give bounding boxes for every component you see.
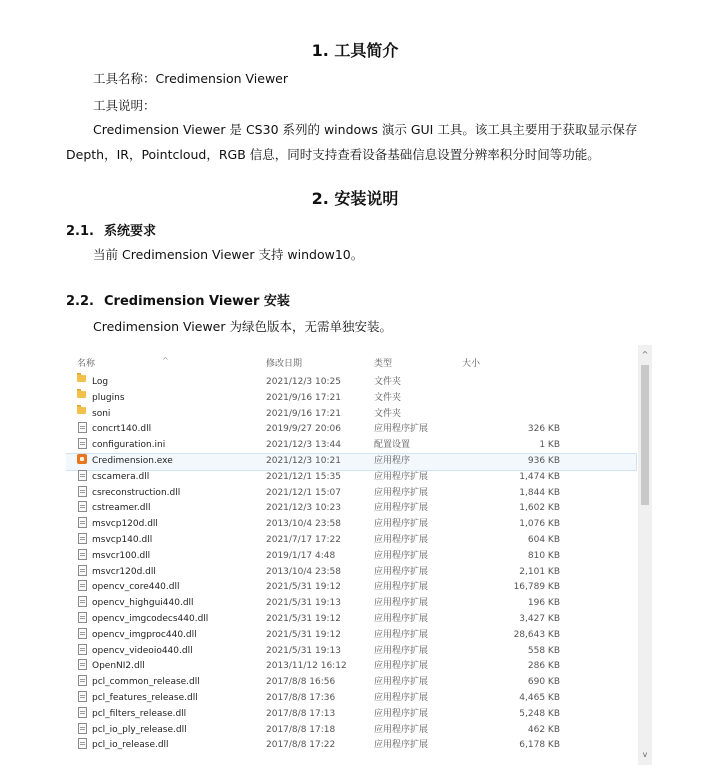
scroll-down-icon[interactable]: v bbox=[642, 750, 648, 759]
file-size: 286 KB bbox=[527, 661, 560, 672]
subsection-number: 2.2. bbox=[66, 294, 94, 309]
dll-file-icon bbox=[78, 738, 87, 749]
subsection-number: 2.1. bbox=[66, 224, 94, 239]
dll-file-icon bbox=[78, 707, 87, 718]
dll-file-icon bbox=[78, 486, 87, 497]
folder-icon bbox=[77, 407, 86, 414]
file-modified-date: 2021/5/31 19:13 bbox=[266, 598, 341, 609]
file-modified-date: 2021/12/3 10:25 bbox=[266, 377, 341, 387]
file-size: 1,602 KB bbox=[519, 503, 560, 514]
folder-icon bbox=[77, 391, 86, 398]
exe-icon bbox=[77, 454, 87, 464]
tool-desc-line-2: Depth，IR，Pointcloud，RGB 信息，同时支持查看设备基础信息设置分辨率积分时间等功能。 bbox=[66, 147, 600, 162]
file-type: 应用程序扩展 bbox=[374, 692, 429, 703]
file-modified-date: 2021/5/31 19:12 bbox=[266, 613, 341, 624]
file-size: 936 KB bbox=[527, 455, 560, 466]
file-row[interactable] bbox=[66, 596, 636, 612]
file-name: soni bbox=[92, 408, 111, 419]
file-row[interactable] bbox=[66, 422, 636, 438]
file-modified-date: 2017/8/8 17:22 bbox=[266, 740, 336, 751]
file-name: opencv_imgcodecs440.dll bbox=[92, 613, 209, 624]
file-row[interactable] bbox=[66, 738, 636, 754]
subsection-title: Credimension Viewer 安装 bbox=[104, 294, 290, 309]
file-name: pcl_filters_release.dll bbox=[92, 708, 187, 719]
dll-file-icon bbox=[78, 549, 87, 560]
file-row[interactable] bbox=[66, 533, 636, 549]
file-modified-date: 2021/12/3 10:21 bbox=[266, 455, 341, 466]
dll-file-icon bbox=[78, 565, 87, 576]
file-name: msvcp120d.dll bbox=[92, 519, 158, 530]
file-size: 1,474 KB bbox=[519, 471, 560, 482]
dll-file-icon bbox=[78, 596, 87, 607]
file-row[interactable] bbox=[66, 470, 636, 486]
sort-indicator-icon: ^ bbox=[162, 356, 169, 365]
tool-desc-label: 工具说明： bbox=[93, 98, 156, 113]
file-size: 196 KB bbox=[527, 598, 560, 609]
column-header-type[interactable]: 类型 bbox=[374, 359, 393, 369]
section-1-title: 1. 工具简介 bbox=[311, 41, 399, 60]
file-row[interactable] bbox=[66, 723, 636, 739]
file-name: opencv_imgproc440.dll bbox=[92, 629, 197, 640]
file-modified-date: 2021/7/17 17:22 bbox=[266, 534, 341, 545]
file-row[interactable] bbox=[66, 486, 636, 502]
dll-file-icon bbox=[78, 628, 87, 639]
file-modified-date: 2017/8/8 17:13 bbox=[266, 708, 336, 719]
file-row[interactable] bbox=[66, 517, 636, 533]
dll-file-icon bbox=[78, 580, 87, 591]
file-size: 4,465 KB bbox=[519, 692, 560, 703]
file-size: 1,076 KB bbox=[519, 519, 560, 530]
file-name: OpenNI2.dll bbox=[92, 661, 145, 672]
file-name: cstreamer.dll bbox=[92, 503, 151, 514]
scrollbar-thumb[interactable] bbox=[641, 365, 649, 505]
file-name: opencv_videoio440.dll bbox=[92, 645, 193, 656]
file-modified-date: 2021/12/3 13:44 bbox=[266, 440, 341, 451]
file-size: 16,789 KB bbox=[513, 582, 560, 593]
file-size: 810 KB bbox=[527, 550, 560, 561]
file-modified-date: 2021/9/16 17:21 bbox=[266, 408, 341, 419]
file-type: 配置设置 bbox=[374, 440, 411, 451]
file-type: 应用程序扩展 bbox=[374, 424, 429, 435]
file-modified-date: 2021/9/16 17:21 bbox=[266, 392, 341, 403]
file-type: 文件夹 bbox=[374, 392, 402, 403]
column-header-date[interactable]: 修改日期 bbox=[266, 359, 303, 369]
dll-file-icon bbox=[78, 533, 87, 544]
dll-file-icon bbox=[78, 470, 87, 481]
file-name: opencv_highgui440.dll bbox=[92, 598, 194, 609]
file-type: 应用程序扩展 bbox=[374, 503, 429, 514]
file-type: 应用程序扩展 bbox=[374, 534, 429, 545]
file-row[interactable] bbox=[66, 454, 636, 470]
file-type: 应用程序扩展 bbox=[374, 613, 429, 624]
file-row[interactable] bbox=[66, 644, 636, 660]
file-size: 558 KB bbox=[527, 645, 560, 656]
file-type: 应用程序扩展 bbox=[374, 487, 429, 498]
file-name: msvcp140.dll bbox=[92, 534, 153, 545]
file-size: 462 KB bbox=[527, 724, 560, 735]
subsection-title: 系统要求 bbox=[104, 224, 157, 239]
folder-icon bbox=[77, 375, 86, 382]
file-modified-date: 2013/10/4 23:58 bbox=[266, 519, 341, 530]
file-name: Credimension.exe bbox=[92, 455, 173, 466]
dll-file-icon bbox=[78, 612, 87, 623]
file-type: 应用程序扩展 bbox=[374, 519, 429, 530]
file-row[interactable] bbox=[66, 612, 636, 628]
file-type: 应用程序扩展 bbox=[374, 582, 429, 593]
file-type: 应用程序扩展 bbox=[374, 708, 429, 719]
file-type: 应用程序扩展 bbox=[374, 677, 429, 688]
file-row[interactable] bbox=[66, 549, 636, 565]
file-modified-date: 2019/1/17 4:48 bbox=[266, 550, 336, 561]
file-row[interactable] bbox=[66, 675, 636, 691]
dll-file-icon bbox=[78, 723, 87, 734]
file-modified-date: 2013/11/12 16:12 bbox=[266, 661, 347, 672]
ini-file-icon bbox=[78, 438, 87, 449]
file-type: 应用程序扩展 bbox=[374, 550, 429, 561]
dll-file-icon bbox=[78, 675, 87, 686]
file-name: pcl_io_release.dll bbox=[92, 740, 169, 751]
file-list bbox=[66, 375, 636, 754]
column-header-size[interactable]: 大小 bbox=[462, 359, 481, 369]
file-row[interactable] bbox=[66, 565, 636, 581]
file-row[interactable] bbox=[66, 375, 636, 391]
file-modified-date: 2021/5/31 19:12 bbox=[266, 582, 341, 593]
file-name: cscamera.dll bbox=[92, 471, 150, 482]
file-type: 应用程序扩展 bbox=[374, 740, 429, 751]
file-modified-date: 2017/8/8 17:18 bbox=[266, 724, 336, 735]
scroll-up-icon[interactable]: ^ bbox=[641, 350, 649, 359]
file-size: 6,178 KB bbox=[519, 740, 560, 751]
file-name: Log bbox=[92, 377, 109, 387]
file-row[interactable] bbox=[66, 691, 636, 707]
file-row[interactable] bbox=[66, 391, 636, 407]
dll-file-icon bbox=[78, 501, 87, 512]
file-name: pcl_io_ply_release.dll bbox=[92, 724, 187, 735]
tool-desc-line-1: Credimension Viewer 是 CS30 系列的 windows 演示 GUI 工具。该工具主要用于获取显示保存 bbox=[93, 122, 638, 137]
file-modified-date: 2021/12/1 15:07 bbox=[266, 487, 341, 498]
file-explorer-screenshot bbox=[66, 345, 660, 765]
file-name: plugins bbox=[92, 392, 125, 403]
subsection-2-2-heading bbox=[66, 290, 290, 309]
dll-file-icon bbox=[78, 517, 87, 528]
column-header-name[interactable]: 名称 bbox=[77, 359, 96, 369]
file-type: 应用程序扩展 bbox=[374, 598, 429, 609]
file-row[interactable] bbox=[66, 580, 636, 596]
file-modified-date: 2021/12/1 15:35 bbox=[266, 471, 341, 482]
file-modified-date: 2019/9/27 20:06 bbox=[266, 424, 341, 435]
file-size: 604 KB bbox=[527, 534, 560, 545]
file-modified-date: 2021/12/3 10:23 bbox=[266, 503, 341, 514]
file-size: 326 KB bbox=[527, 424, 560, 435]
file-name: opencv_core440.dll bbox=[92, 582, 180, 593]
column-header-row bbox=[66, 345, 636, 373]
dll-file-icon bbox=[78, 644, 87, 655]
file-name: msvcr100.dll bbox=[92, 550, 151, 561]
file-row[interactable] bbox=[66, 438, 636, 454]
file-size: 1,844 KB bbox=[519, 487, 560, 498]
file-type: 应用程序扩展 bbox=[374, 471, 429, 482]
file-modified-date: 2013/10/4 23:58 bbox=[266, 566, 341, 577]
section-2-title: 2. 安装说明 bbox=[311, 189, 399, 208]
file-type: 应用程序扩展 bbox=[374, 566, 429, 577]
subsection-2-1-heading bbox=[66, 220, 156, 239]
file-name: concrt140.dll bbox=[92, 424, 152, 435]
file-type: 应用程序扩展 bbox=[374, 645, 429, 656]
file-name: pcl_common_release.dll bbox=[92, 677, 200, 688]
file-type: 文件夹 bbox=[374, 408, 402, 419]
subsection-2-1-text: 当前 Credimension Viewer 支持 window10。 bbox=[93, 247, 364, 262]
subsection-2-2-text: Credimension Viewer 为绿色版本，无需单独安装。 bbox=[93, 319, 392, 334]
file-modified-date: 2017/8/8 17:36 bbox=[266, 692, 336, 703]
file-modified-date: 2021/5/31 19:13 bbox=[266, 645, 341, 656]
file-size: 690 KB bbox=[527, 677, 560, 688]
file-type: 文件夹 bbox=[374, 377, 402, 387]
file-row[interactable] bbox=[66, 707, 636, 723]
file-type: 应用程序 bbox=[374, 455, 411, 466]
file-name: configuration.ini bbox=[92, 440, 166, 451]
file-size: 3,427 KB bbox=[519, 613, 560, 624]
file-row[interactable] bbox=[66, 628, 636, 644]
file-name: pcl_features_release.dll bbox=[92, 692, 198, 703]
file-row[interactable] bbox=[66, 501, 636, 517]
file-row[interactable] bbox=[66, 407, 636, 423]
file-size: 1 KB bbox=[539, 440, 560, 451]
file-type: 应用程序扩展 bbox=[374, 724, 429, 735]
file-size: 2,101 KB bbox=[519, 566, 560, 577]
file-modified-date: 2021/5/31 19:12 bbox=[266, 629, 341, 640]
file-name: msvcr120d.dll bbox=[92, 566, 156, 577]
dll-file-icon bbox=[78, 691, 87, 702]
tool-name-line: 工具名称：Credimension Viewer bbox=[93, 71, 289, 86]
dll-file-icon bbox=[78, 422, 87, 433]
file-type: 应用程序扩展 bbox=[374, 629, 429, 640]
file-name: csreconstruction.dll bbox=[92, 487, 181, 498]
file-modified-date: 2017/8/8 16:56 bbox=[266, 677, 336, 688]
file-size: 5,248 KB bbox=[519, 708, 560, 719]
file-row[interactable] bbox=[66, 659, 636, 675]
file-size: 28,643 KB bbox=[513, 629, 560, 640]
file-type: 应用程序扩展 bbox=[374, 661, 429, 672]
dll-file-icon bbox=[78, 659, 87, 670]
